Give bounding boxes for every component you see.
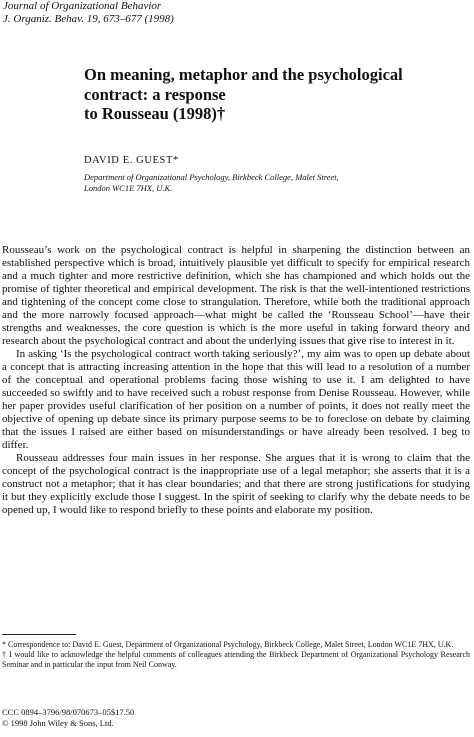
- author-affiliation: [84, 172, 384, 194]
- footnote-correspondence: * Correspondence to: David E. Guest, Department of Organizational Psychology, Birkbeck College, Malet Street, London WC1E 7HX, U.K.: [2, 640, 454, 649]
- article-title: [84, 65, 469, 124]
- title-line: contract: a response: [84, 84, 226, 104]
- journal-citation: J. Organiz. Behav. 19, 673–677 (1998): [3, 13, 174, 25]
- footnote-acknowledgement: † I would like to acknowledge the helpful comments of colleagues attending the Birkbeck Department of Organizational Psychology Research Seminar and in particular the input from Neil Conway.: [2, 650, 470, 669]
- journal-name: Journal of Organizational Behavior: [3, 0, 162, 12]
- body-paragraph: Rousseau’s work on the psychological contract is helpful in sharpening the distinction between an established perspective which is broad, intuitively plausible yet difficult to specify for empirical research and a much tighter and more restrictive definition, which she has championed and which holds out the promise of tighter theoretical and empirical development. The risk is that the well-intentioned restrictions and tightening of the concept come close to strangulation. Therefore, while both the traditional approach and the more narrowly focused approach—what might be called the ‘Rousseau School’—have their strengths and weaknesses, the core question is which is the more useful in taking forward theory and research about the psychological contract and about the underlying issues that give rise to interest in it.: [2, 244, 470, 347]
- affiliation-line: Department of Organizational Psychology, Birkbeck College, Malet Street,: [84, 172, 339, 182]
- title-line: On meaning, metaphor and the psychological: [84, 65, 403, 84]
- body-paragraph: Rousseau addresses four main issues in her response. She argues that it is wrong to claim that the concept of the psychological contract is the inappropriate use of a legal metaphor; she asserts that it is a construct not a metaphor; that it has clear boundaries; and that there are strong justifications for studying it but they explicitly exclude those I suggest. In the spirit of seeking to clarify why the debate needs to be opened up, I would like to respond briefly to these points and elaborate my position.: [2, 452, 470, 516]
- author-name: DAVID E. GUEST*: [84, 155, 179, 166]
- body-paragraph: In asking ‘Is the psychological contract worth taking seriously?’, my aim was to open up debate about a concept that is attracting increasing attention in the hope that this will lead to a resolution of a number of the conceptual and operational problems facing those wishing to use it. I am delighted to have succeeded so swiftly and to have received such a robust response from Denise Rousseau. However, while her paper provides useful clarification of her position on a number of points, it does not really meet the objective of opening up debate since its primary purpose seems to be to foreclose on debate by claiming that the issues I raised are either based on misunderstandings or have already been resolved. I beg to differ.: [2, 348, 470, 451]
- journal-header: [3, 0, 174, 26]
- copyright-block: [2, 707, 134, 729]
- article-body: [2, 244, 470, 517]
- affiliation-line: London WC1E 7HX, U.K.: [84, 183, 173, 193]
- title-line: to Rousseau (1998)†: [84, 104, 226, 123]
- publisher-copyright: © 1998 John Wiley & Sons, Ltd.: [2, 718, 114, 728]
- footnote-divider: [2, 634, 76, 635]
- ccc-code: CCC 0894–3796/98/070673–05$17.50: [2, 707, 135, 717]
- footnotes: [2, 640, 470, 670]
